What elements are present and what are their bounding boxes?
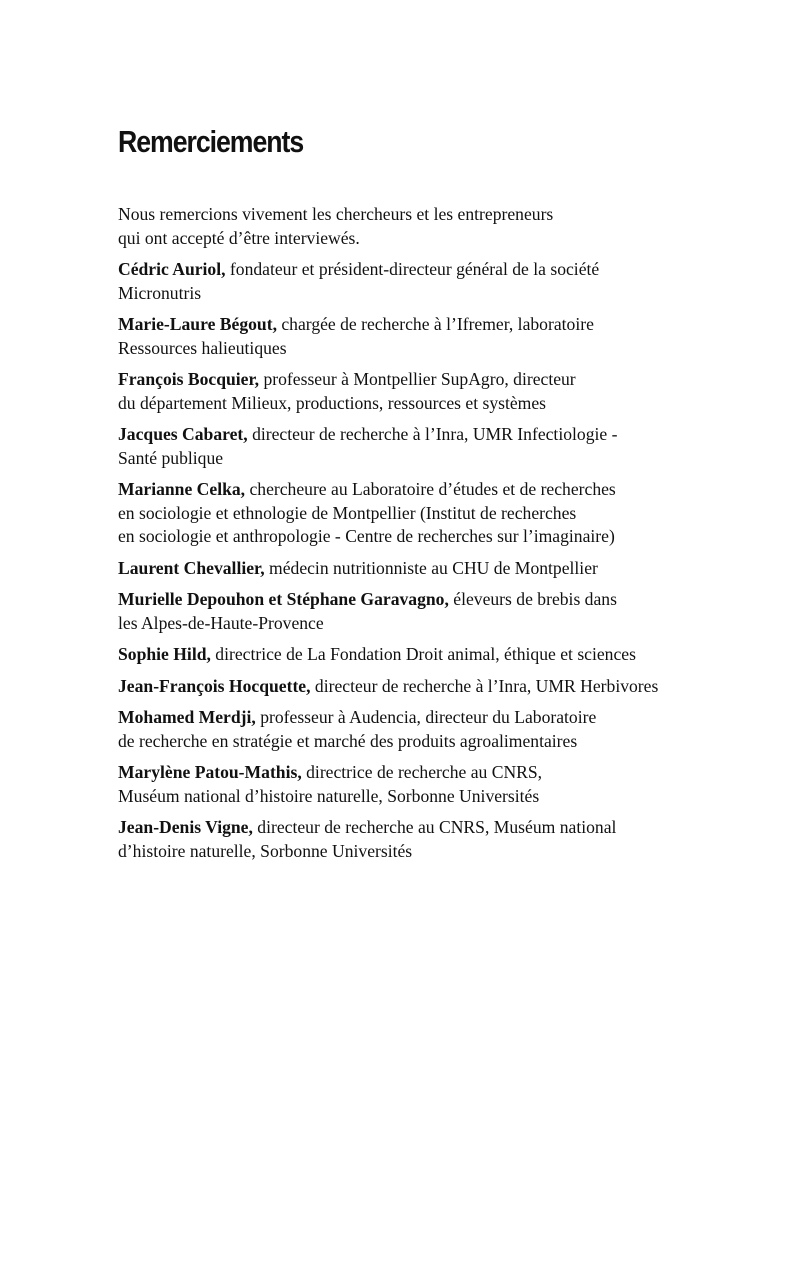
person-name: Marianne Celka, [118,479,246,499]
acknowledgement-entry [118,478,718,549]
person-name: Mohamed Merdji, [118,707,256,727]
acknowledgement-entry [118,816,718,863]
person-name: Cédric Auriol, [118,259,226,279]
person-description: médecin nutritionniste au CHU de Montpellier [264,557,598,578]
acknowledgement-entry [118,706,718,753]
person-name: Jean-Denis Vigne, [118,817,253,837]
person-name: Marie-Laure Bégout, [118,314,277,334]
person-name: Laurent Chevallier, [118,557,265,578]
acknowledgement-entry [118,368,718,415]
acknowledgement-entry [118,313,718,360]
person-description: éleveurs de brebis dans les Alpes-de-Haute-Provence [118,589,617,633]
person-description: directrice de recherche au CNRS, Muséum national d’histoire naturelle, Sorbonne Universités [118,762,543,806]
person-description: chercheure au Laboratoire d’études et de recherches en sociologie et ethnologie de Montpellier (Institut de recherches en sociologie et anthropologie - Centre de recherches sur l’imaginaire) [118,479,616,546]
acknowledgement-entry [118,643,718,667]
acknowledgements-body [118,203,718,871]
person-name: Sophie Hild, [118,644,211,664]
person-description: fondateur et président-directeur général de la société Micronutris [118,259,600,303]
person-name: Murielle Depouhon et Stéphane Garavagno, [118,589,449,609]
acknowledgement-entry [118,761,718,808]
intro-paragraph: Nous remercions vivement les chercheurs et les entrepreneurs qui ont accepté d’être interviewés. [118,204,554,248]
person-description: professeur à Montpellier SupAgro, directeur du département Milieux, productions, ressources et systèmes [118,369,576,413]
acknowledgement-entry [118,557,718,581]
acknowledgement-entry [118,588,718,635]
person-name: Jean-François Hocquette, [118,675,311,696]
person-description: directrice de La Fondation Droit animal, éthique et sciences [210,644,636,664]
person-description: directeur de recherche au CNRS, Muséum national d’histoire naturelle, Sorbonne Universités [118,817,617,861]
person-description: chargée de recherche à l’Ifremer, laboratoire Ressources halieutiques [118,314,594,358]
person-description: directeur de recherche à l’Inra, UMR Herbivores [310,675,659,696]
person-description: directeur de recherche à l’Inra, UMR Infectiologie - Santé publique [118,424,618,468]
page-title: Remerciements [118,124,304,159]
acknowledgement-entry [118,675,718,699]
person-description: professeur à Audencia, directeur du Laboratoire de recherche en stratégie et marché des produits agroalimentaires [118,707,597,751]
person-name: Marylène Patou-Mathis, [118,762,302,782]
person-name: François Bocquier, [118,369,260,389]
acknowledgement-entry [118,258,718,305]
acknowledgement-entry [118,423,718,470]
person-name: Jacques Cabaret, [118,424,248,444]
